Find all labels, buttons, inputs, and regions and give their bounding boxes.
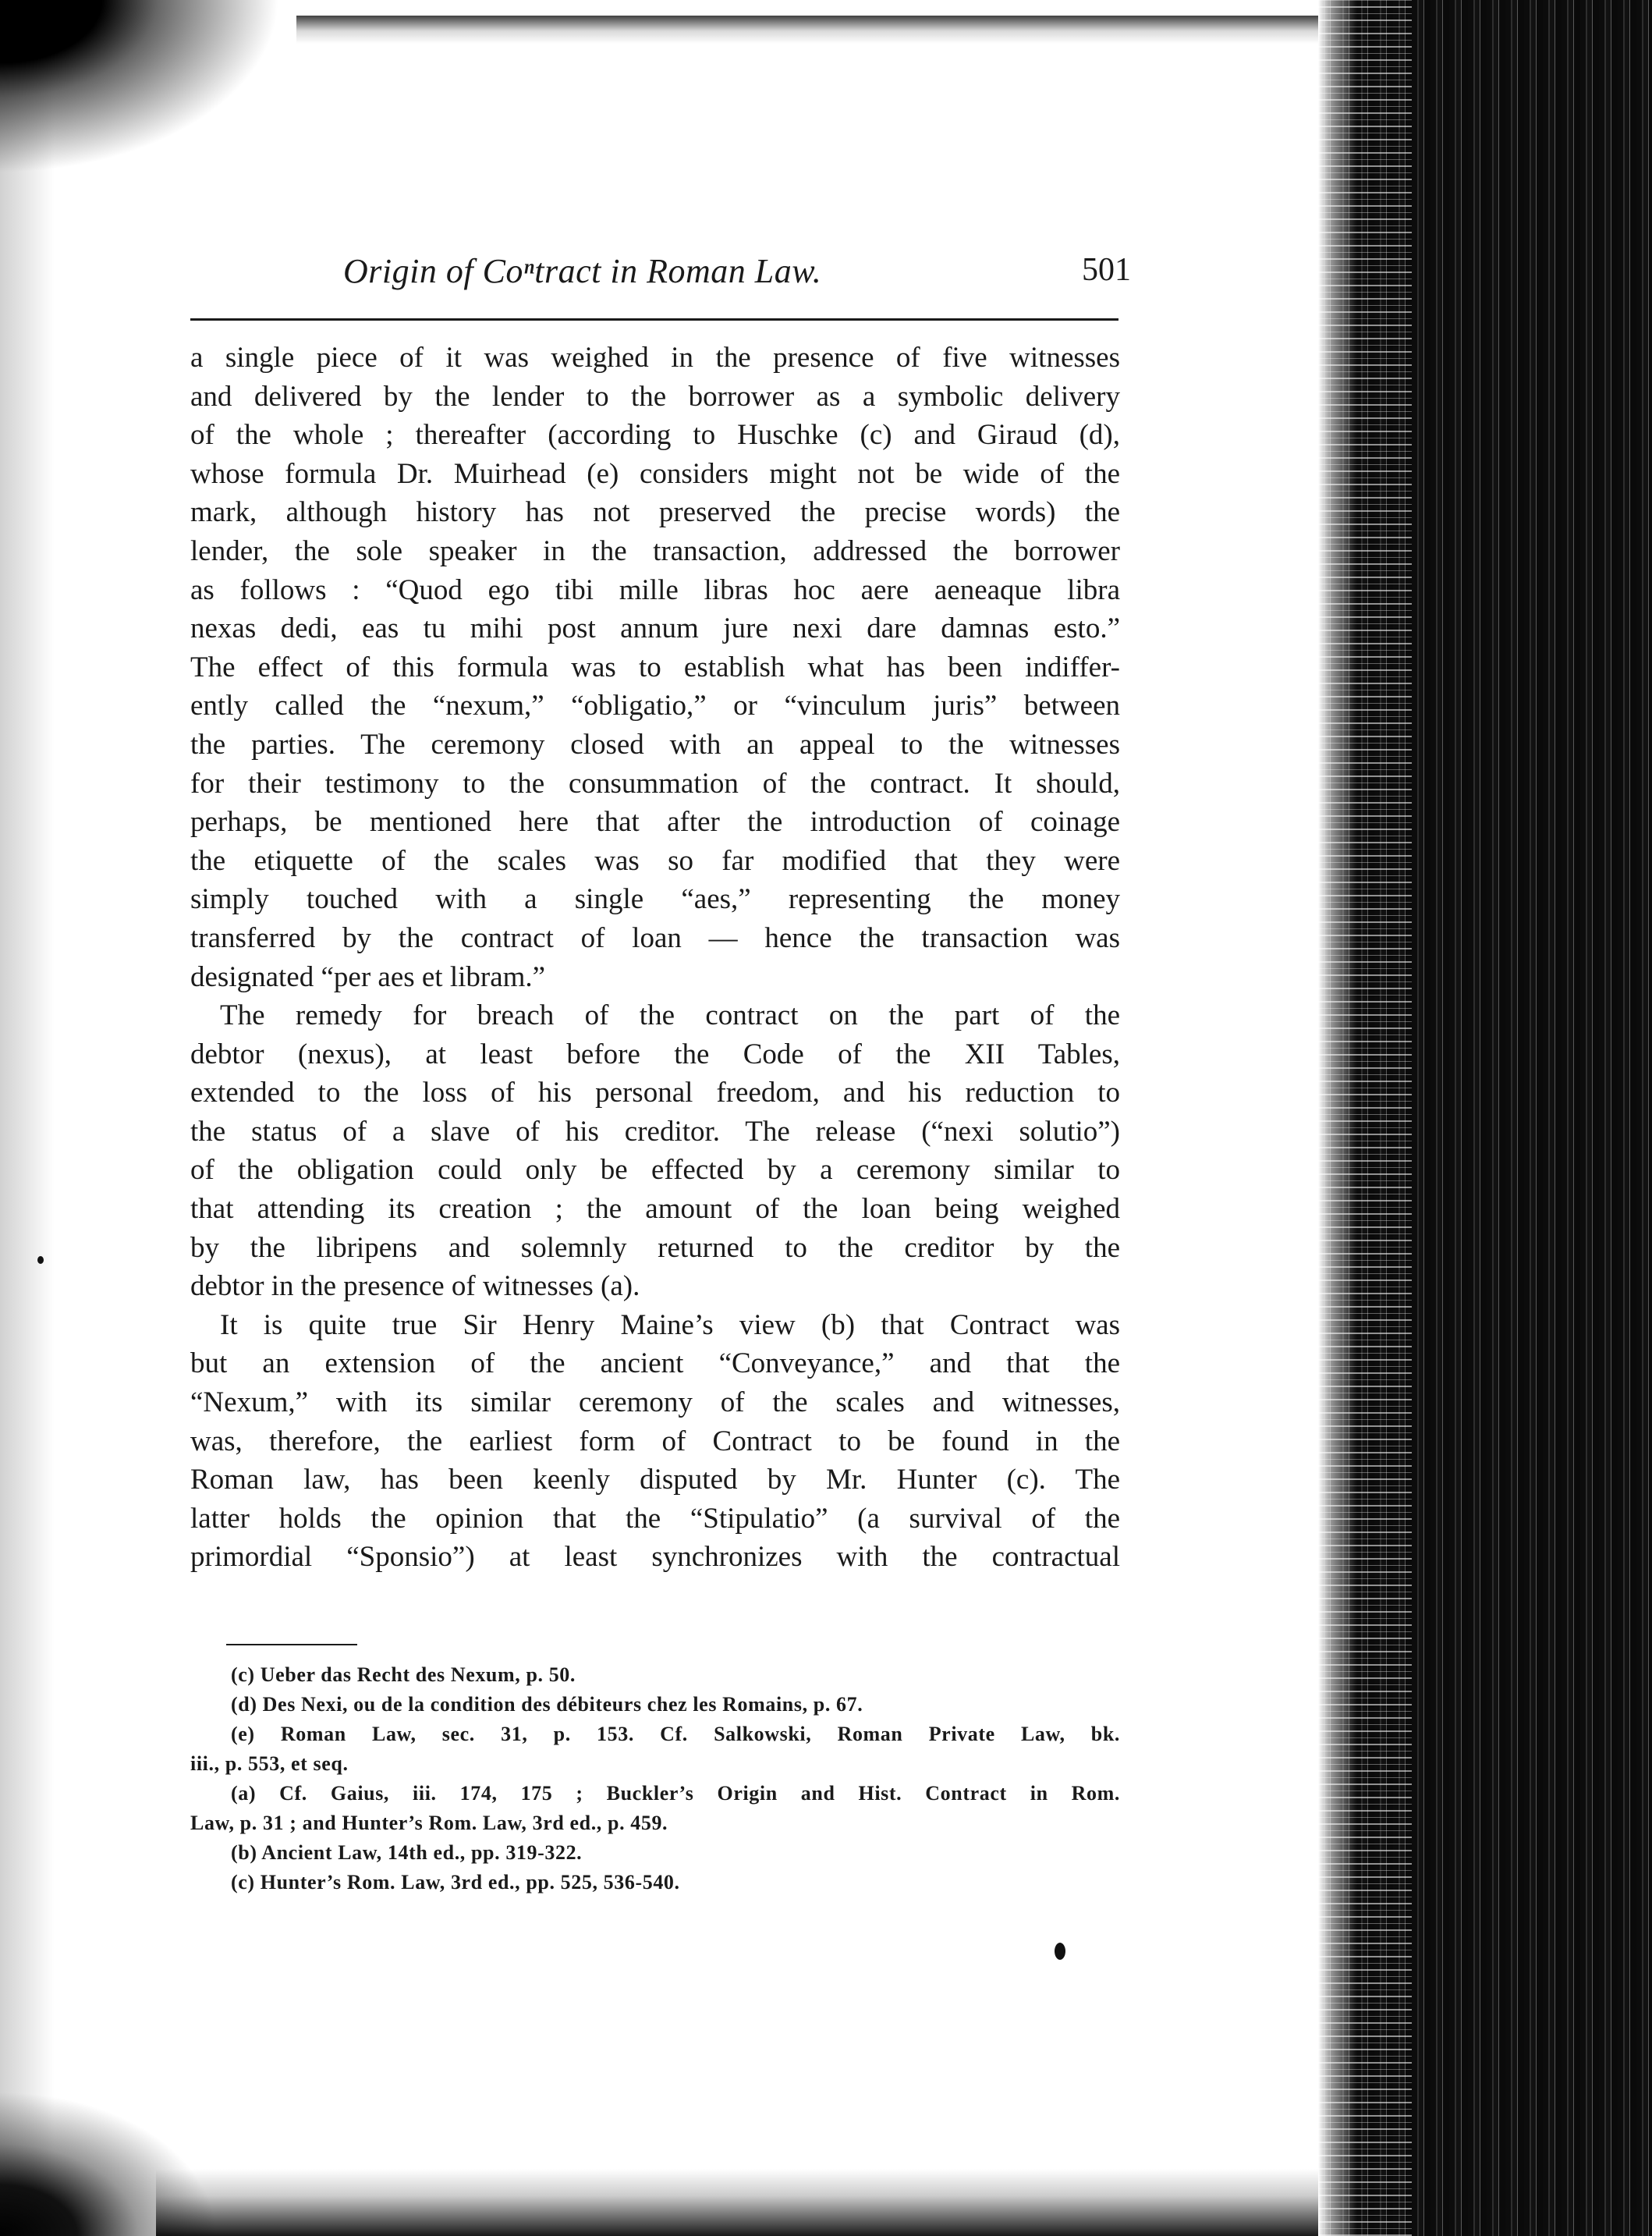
footnote: (c) Hunter’s Rom. Law, 3rd ed., pp. 525, 536-540. <box>231 1871 680 1894</box>
body-line: the etiquette of the scales was so far modified that they were <box>190 844 1120 877</box>
body-line: latter holds the opinion that the “Stipulatio” (a survival of the <box>190 1502 1120 1535</box>
body-line: the parties. The ceremony closed with an appeal to the witnesses <box>190 728 1120 761</box>
body-text <box>190 339 1120 1577</box>
body-line: primordial “Sponsio”) at least synchronizes with the contractual <box>190 1541 1120 1574</box>
body-line: by the libripens and solemnly returned to the creditor by the <box>190 1231 1120 1264</box>
page-number: 501 <box>1082 252 1131 288</box>
footnote: (c) Ueber das Recht des Nexum, p. 50. <box>231 1663 576 1686</box>
ink-speck <box>1055 1943 1065 1960</box>
body-line: debtor (nexus), at least before the Code of the XII Tables, <box>190 1038 1120 1070</box>
body-line: mark, although history has not preserved the precise words) the <box>190 496 1120 529</box>
bottom-scan-artifact <box>156 2169 1326 2236</box>
header-rule <box>190 318 1118 321</box>
top-left-scan-artifact <box>0 0 328 203</box>
footnote-continuation: iii., p. 553, et seq. <box>190 1752 349 1775</box>
left-shadow <box>0 0 55 2236</box>
body-line: of the obligation could only be effected by a ceremony similar to <box>190 1154 1120 1187</box>
body-line: as follows : “Quod ego tibi mille libras hoc aere aeneaque libra <box>190 573 1120 606</box>
footnotes <box>190 1660 1120 1897</box>
body-line: the status of a slave of his creditor. The release (“nexi solutio”) <box>190 1115 1120 1148</box>
footnote: (e) Roman Law, sec. 31, p. 153. Cf. Salkowski, Roman Private Law, bk. <box>231 1723 1120 1745</box>
footnote-rule <box>226 1644 357 1645</box>
body-line: and delivered by the lender to the borrower as a symbolic delivery <box>190 380 1120 413</box>
body-line: was, therefore, the earliest form of Contract to be found in the <box>190 1425 1120 1457</box>
body-line: ently called the “nexum,” “obligatio,” or “vinculum juris” between <box>190 690 1120 722</box>
body-line: but an extension of the ancient “Conveyance,” and that the <box>190 1347 1120 1380</box>
body-line: debtor in the presence of witnesses (a). <box>190 1270 640 1303</box>
body-line: transferred by the contract of loan — hence the transaction was <box>190 921 1120 954</box>
body-line: The remedy for breach of the contract on the part of the <box>220 999 1120 1032</box>
body-line: that attending its creation ; the amount of the loan being weighed <box>190 1193 1120 1226</box>
body-line: perhaps, be mentioned here that after the introduction of coinage <box>190 806 1120 839</box>
footnote: (d) Des Nexi, ou de la condition des débiteurs chez les Romains, p. 67. <box>231 1693 863 1716</box>
ink-speck <box>37 1256 44 1264</box>
footnote-continuation: Law, p. 31 ; and Hunter’s Rom. Law, 3rd ed., p. 459. <box>190 1812 668 1834</box>
body-line: a single piece of it was weighed in the presence of five witnesses <box>190 342 1120 374</box>
body-line: whose formula Dr. Muirhead (e) considers might not be wide of the <box>190 457 1120 490</box>
body-line: The effect of this formula was to establish what has been indiffer- <box>190 651 1120 683</box>
body-line: It is quite true Sir Henry Maine’s view (b) that Contract was <box>220 1308 1120 1341</box>
binding-edge <box>1318 0 1652 2236</box>
top-scan-artifact <box>296 16 1326 44</box>
body-line: nexas dedi, eas tu mihi post annum jure nexi dare damnas esto.” <box>190 612 1120 645</box>
footnote: (a) Cf. Gaius, iii. 174, 175 ; Buckler’s Origin and Hist. Contract in Rom. <box>231 1782 1120 1805</box>
body-line: extended to the loss of his personal freedom, and his reduction to <box>190 1077 1120 1109</box>
body-line: of the whole ; thereafter (according to Huschke (c) and Giraud (d), <box>190 419 1120 452</box>
body-line: for their testimony to the consummation of the contract. It should, <box>190 767 1120 800</box>
body-line: designated “per aes et libram.” <box>190 960 546 993</box>
running-head: Origin of Coⁿtract in Roman Law. <box>343 252 822 290</box>
body-line: simply touched with a single “aes,” representing the money <box>190 883 1120 916</box>
page-header <box>343 251 1131 298</box>
body-line: Roman law, has been keenly disputed by Mr. Hunter (c). The <box>190 1464 1120 1496</box>
body-line: lender, the sole speaker in the transaction, addressed the borrower <box>190 534 1120 567</box>
footnote: (b) Ancient Law, 14th ed., pp. 319-322. <box>231 1841 583 1864</box>
body-line: “Nexum,” with its similar ceremony of the scales and witnesses, <box>190 1386 1120 1419</box>
